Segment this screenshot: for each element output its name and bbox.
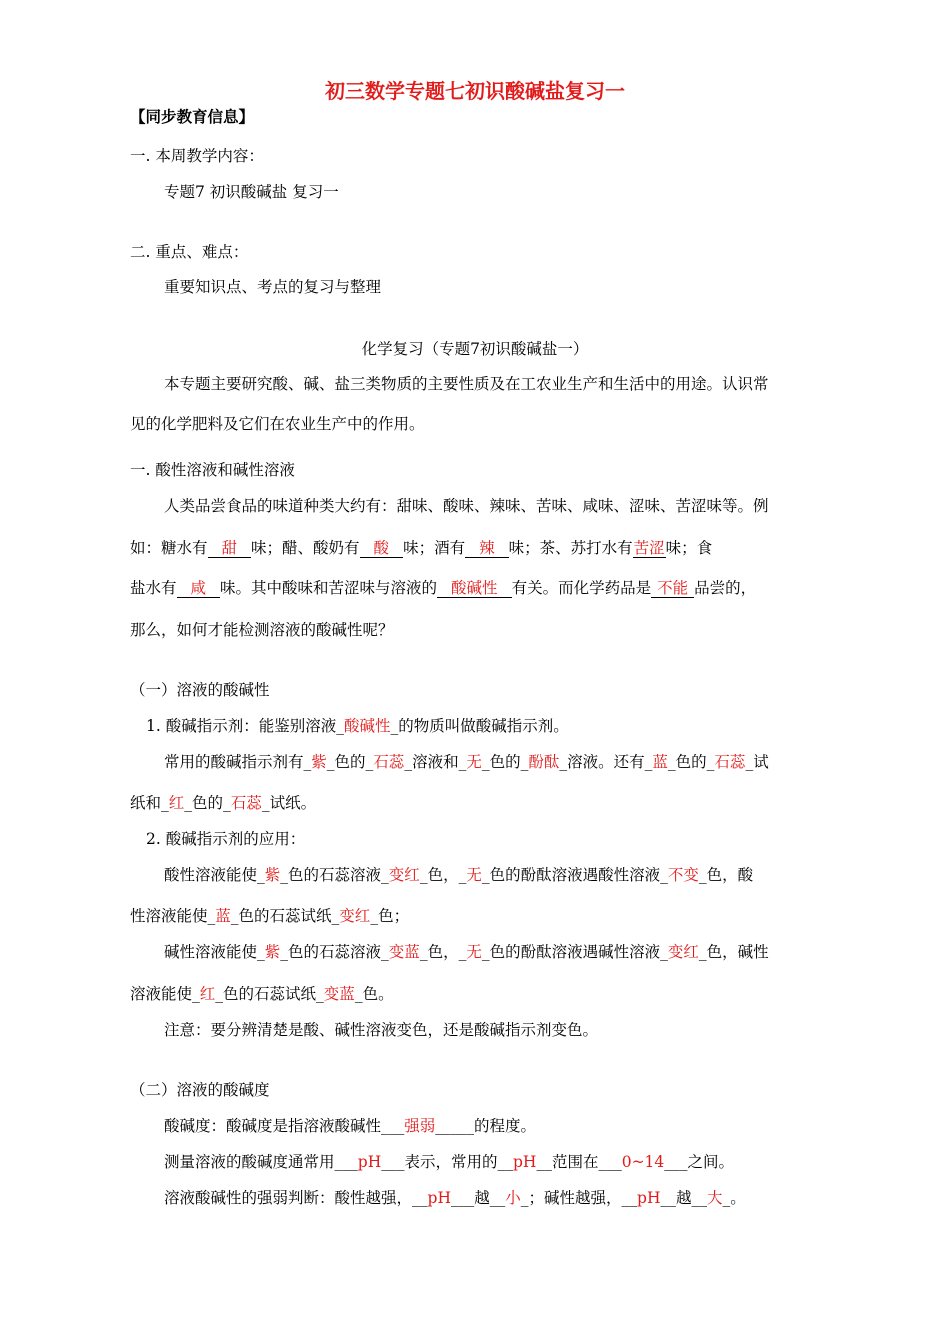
answer: 0~14: [621, 1153, 665, 1171]
answer: pH: [427, 1189, 451, 1207]
text: 溶液酸碱性的强弱判断：酸性越强，__: [164, 1189, 428, 1207]
answer: 大: [706, 1189, 723, 1207]
answer: pH: [357, 1153, 382, 1171]
page-title: 初三数学专题七初识酸碱盐复习一: [325, 79, 625, 103]
answer: 小: [505, 1189, 521, 1207]
acid-line-2: [130, 905, 409, 927]
s1-content: 专题7 初识酸碱盐 复习一: [164, 183, 339, 201]
text: 碱性溶液能使_: [164, 943, 265, 961]
taste-line-3: [130, 577, 756, 599]
intro-line-1: 本专题主要研究酸、碱、盐三类物质的主要性质及在工农业生产和生活中的用途。认识常: [164, 375, 769, 393]
s2-heading: 二. 重点、难点：: [130, 243, 249, 261]
measure-line: [164, 1151, 734, 1173]
text: _色，酸: [698, 866, 754, 884]
text: 品尝的，: [694, 579, 757, 597]
subsection1-heading: （一）溶液的酸碱性: [130, 681, 270, 699]
text: _的物质叫做酸碱指示剂。: [390, 717, 569, 735]
taste-line-1: 人类品尝食品的味道种类大约有：甜味、酸味、辣味、苦味、咸味、涩味、苦涩味等。例: [164, 497, 769, 515]
answer: 变红: [667, 943, 699, 961]
answer-blank: 咸: [177, 579, 221, 598]
answer: 蓝: [652, 753, 668, 771]
text: 味；食: [665, 539, 713, 557]
answer-blank: 酸: [360, 539, 404, 558]
answer: pH: [637, 1189, 661, 1207]
answer-blank: 苦涩: [633, 539, 665, 557]
answer-blank: 甜: [208, 539, 252, 558]
text: _色的_: [667, 753, 715, 771]
text: 1. 酸碱指示剂：能鉴别溶液_: [146, 717, 344, 735]
answer: 强弱: [404, 1117, 436, 1135]
s2-content: 重要知识点、考点的复习与整理: [164, 278, 382, 296]
text: _色，_: [419, 866, 467, 884]
text: 味；茶、苏打水有: [508, 539, 633, 557]
common-line-2: [130, 792, 316, 814]
text: _色。: [354, 985, 394, 1003]
text: _色的石蕊溶液_: [280, 943, 389, 961]
text: _色的石蕊溶液_: [280, 866, 389, 884]
text: _试纸。: [261, 794, 317, 812]
answer: 变红: [388, 866, 420, 884]
review-title: 化学复习（专题7初识酸碱盐一）: [361, 340, 589, 358]
text: _色；: [370, 907, 410, 925]
text: 纸和_: [130, 794, 169, 812]
answer: 无: [466, 866, 482, 884]
base-line-1: [164, 941, 769, 963]
answer: 蓝: [215, 907, 231, 925]
answer: 紫: [264, 866, 281, 884]
text: _色，碱性: [698, 943, 769, 961]
text: 味。其中酸味和苦涩味与溶液的: [220, 579, 438, 597]
text: 酸性溶液能使_: [164, 866, 265, 884]
answer-blank: 酸碱性: [343, 717, 391, 735]
text: _色的石蕊试纸_: [230, 907, 340, 925]
text: 有关。而化学药品是: [511, 579, 652, 597]
answer: 红: [168, 794, 185, 812]
text: _色的_: [184, 794, 231, 812]
answer: pH: [512, 1153, 537, 1171]
text: 盐水有: [130, 579, 177, 597]
text: 如：糖水有: [130, 539, 208, 557]
text: __范围在___: [536, 1153, 622, 1171]
text: __越__: [660, 1189, 707, 1207]
item2: 2. 酸碱指示剂的应用：: [146, 830, 306, 848]
text: 溶液能使_: [130, 985, 200, 1003]
answer: 红: [199, 985, 216, 1003]
intro-line-2: 见的化学肥料及它们在农业生产中的作用。: [130, 415, 425, 433]
text: _；碱性越强，__: [520, 1189, 638, 1207]
base-line-2: [130, 983, 394, 1005]
text: _色的_: [326, 753, 374, 771]
part1-heading: 一. 酸性溶液和碱性溶液: [130, 461, 295, 479]
answer-blank: 酸碱性: [437, 579, 512, 598]
text: _试: [745, 753, 769, 771]
answer: 石蕊: [714, 753, 746, 771]
text: ___越__: [450, 1189, 506, 1207]
answer: 变蓝: [388, 943, 420, 961]
taste-line-4: 那么，如何才能检测溶液的酸碱性呢？: [130, 621, 394, 639]
section-label: 【同步教育信息】: [130, 108, 255, 126]
taste-line-2: [130, 537, 712, 559]
answer: 酚酞: [528, 753, 560, 771]
answer: 紫: [311, 753, 327, 771]
text: _色的酚酞溶液遇碱性溶液_: [481, 943, 668, 961]
answer: 变蓝: [323, 985, 355, 1003]
s1-heading: 一. 本周教学内容：: [130, 147, 264, 165]
text: _溶液和_: [404, 753, 467, 771]
text: _。: [722, 1189, 746, 1207]
text: ___表示，常用的__: [381, 1153, 513, 1171]
text: 酸碱度：酸碱度是指溶液酸碱性___: [164, 1117, 405, 1135]
answer-blank: 辣: [465, 539, 509, 558]
answer: 石蕊: [373, 753, 405, 771]
text: 味；酒有: [403, 539, 466, 557]
answer: 紫: [264, 943, 281, 961]
judge-line: [164, 1187, 746, 1209]
text: _溶液。还有_: [559, 753, 653, 771]
text: 性溶液能使_: [130, 907, 216, 925]
acid-line-1: [164, 864, 753, 886]
text: _色的_: [481, 753, 529, 771]
text: 常用的酸碱指示剂有_: [164, 753, 312, 771]
subsection2-heading: （二）溶液的酸碱度: [130, 1081, 270, 1099]
text: _____的程度。: [435, 1117, 537, 1135]
text: 测量溶液的酸碱度通常用___: [164, 1153, 358, 1171]
answer: 无: [466, 753, 482, 771]
text: _色的酚酞溶液遇酸性溶液_: [481, 866, 668, 884]
text: _色，_: [419, 943, 467, 961]
degree-line: [164, 1115, 536, 1137]
item1: [146, 715, 569, 737]
note: 注意：要分辨清楚是酸、碱性溶液变色，还是酸碱指示剂变色。: [164, 1021, 599, 1039]
text: 味；醋、酸奶有: [251, 539, 360, 557]
answer: 变红: [339, 907, 371, 925]
answer: 石蕊: [230, 794, 262, 812]
common-line-1: [164, 751, 769, 773]
answer: 不变: [667, 866, 699, 884]
text: ___之间。: [664, 1153, 735, 1171]
answer-blank: 不能: [651, 579, 694, 598]
text: _色的石蕊试纸_: [215, 985, 324, 1003]
answer: 无: [466, 943, 482, 961]
